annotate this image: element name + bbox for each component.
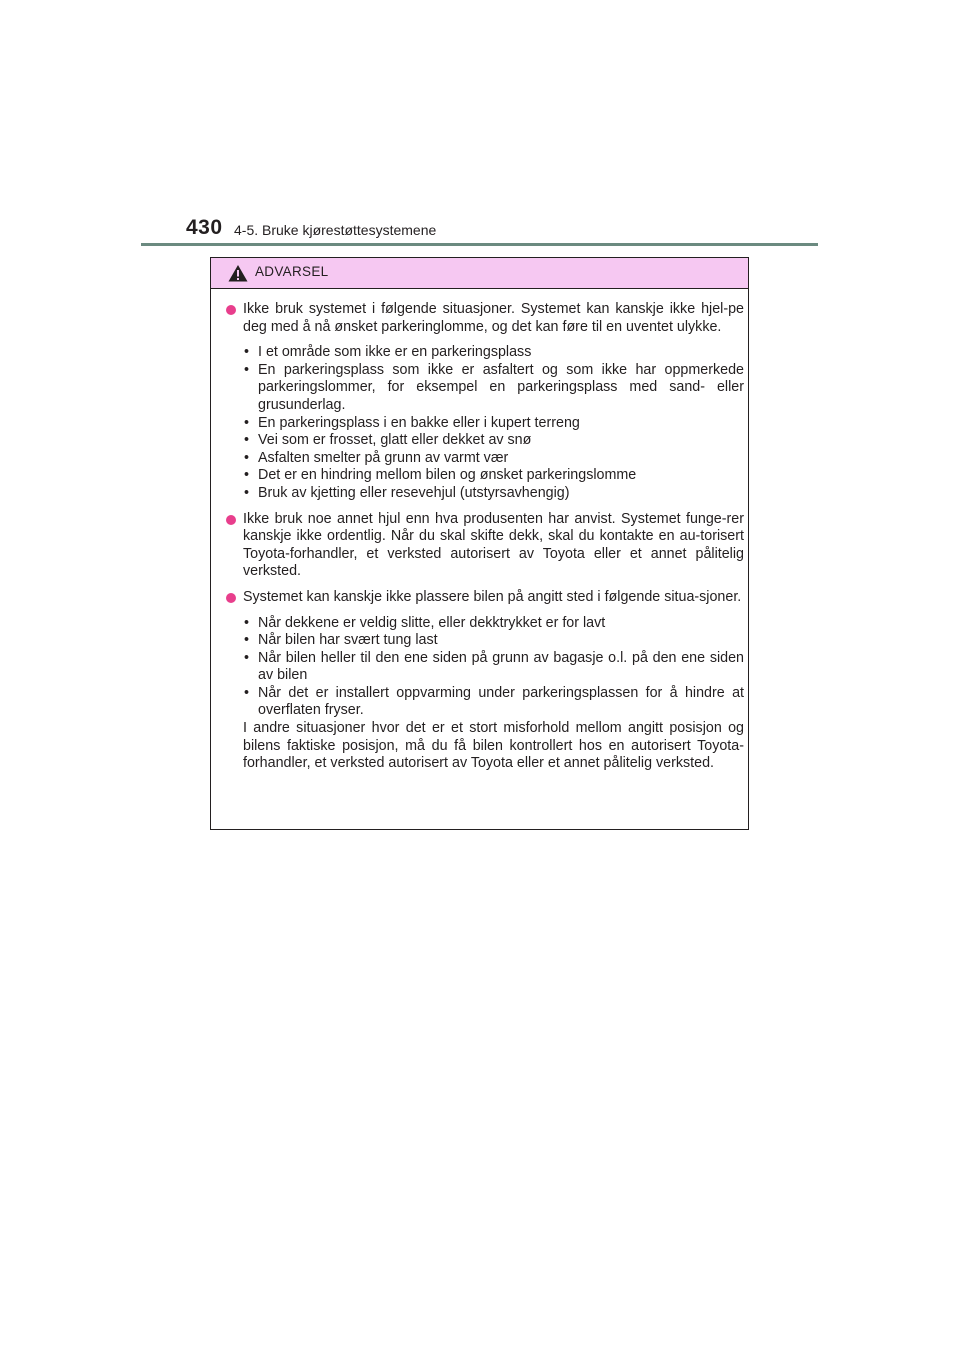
sub-list	[223, 344, 744, 502]
list-item	[243, 362, 744, 415]
list-item-text: Når bilen har svært tung last	[258, 632, 438, 649]
list-item-text: Når dekkene er veldig slitte, eller dekktrykket er for lavt	[258, 614, 606, 631]
list-item-text: Vei som er frosset, glatt eller dekket av snø	[258, 432, 532, 449]
warning-header	[211, 258, 748, 289]
list-item-text: En parkeringsplass i en bakke eller i kupert terreng	[258, 414, 580, 431]
list-item	[243, 415, 744, 433]
list-item-text: Det er en hindring mellom bilen og ønsket parkeringslomme	[258, 467, 637, 484]
list-bullet-icon: •	[244, 632, 250, 649]
list-bullet-icon: •	[244, 467, 250, 484]
list-item	[243, 485, 744, 503]
warning-paragraph	[223, 301, 744, 336]
page-number: 430	[186, 216, 223, 239]
paragraph-text: Ikke bruk systemet i følgende situasjoner. Systemet kan kanskje ikke hjel-pe deg med å nå ønsket parkeringlomme, og det kan føre til en uventet ulykke.	[243, 301, 744, 335]
note-text: I andre situasjoner hvor det er et stort misforhold mellom angitt posisjon og bilens faktiske posisjon, må du få bilen kontrollert hos en autorisert Toyota-forhandler, et verksted autorisert av Toyota eller et annet pålitelig verksted.	[243, 720, 744, 772]
list-item	[243, 344, 744, 362]
list-bullet-icon: •	[244, 414, 250, 431]
list-bullet-icon: •	[244, 449, 250, 466]
warning-title: ADVARSEL	[255, 264, 329, 279]
list-item-text: Asfalten smelter på grunn av varmt vær	[258, 449, 509, 466]
list-item-text: I et område som ikke er en parkeringsplass	[258, 344, 532, 361]
paragraph-spacer	[223, 581, 744, 589]
list-item-text: En parkeringsplass som ikke er asfaltert og som ikke har oppmerkede parkeringslommer, for eksempel en parkeringsplass med sand- eller grusunderlag.	[258, 361, 744, 413]
list-item	[243, 450, 744, 468]
paragraph-text: Ikke bruk noe annet hjul enn hva produsenten har anvist. Systemet funge-rer kanskje ikke ordentlig. Når du skal skifte dekk, skal du kontakte en au-torisert Toyota-forhandler, et verksted autorisert av Toyota eller et annet pålitelig verksted.	[243, 510, 744, 580]
bullet-dot-icon	[226, 515, 236, 525]
list-bullet-icon: •	[244, 684, 250, 701]
list-bullet-icon: •	[244, 614, 250, 631]
list-bullet-icon: •	[244, 649, 250, 666]
warning-triangle-icon	[228, 264, 248, 282]
bullet-dot-icon	[226, 305, 236, 315]
list-bullet-icon: •	[244, 484, 250, 501]
warning-content	[223, 301, 744, 773]
warning-paragraph	[223, 511, 744, 581]
list-item	[243, 650, 744, 685]
warning-paragraph	[223, 589, 744, 607]
list-item	[243, 632, 744, 650]
header-rule	[141, 243, 818, 246]
list-bullet-icon: •	[244, 432, 250, 449]
list-item-text: Bruk av kjetting eller resevehjul (utstyrsavhengig)	[258, 484, 570, 501]
sub-list	[223, 615, 744, 721]
list-bullet-icon: •	[244, 361, 250, 378]
list-item	[243, 685, 744, 720]
paragraph-text: Systemet kan kanskje ikke plassere bilen på angitt sted i følgende situa-sjoner.	[243, 588, 742, 605]
list-item	[243, 615, 744, 633]
warning-box	[210, 257, 749, 830]
list-item-text: Når det er installert oppvarming under parkeringsplassen for å hindre at overflaten fryser.	[258, 684, 744, 719]
paragraph-spacer	[223, 503, 744, 511]
list-bullet-icon: •	[244, 344, 250, 361]
list-item-text: Når bilen heller til den ene siden på grunn av bagasje o.l. på den ene siden av bilen	[258, 649, 744, 684]
list-item	[243, 432, 744, 450]
section-title: 4-5. Bruke kjørestøttesystemene	[234, 222, 437, 238]
list-item	[243, 467, 744, 485]
bullet-dot-icon	[226, 593, 236, 603]
